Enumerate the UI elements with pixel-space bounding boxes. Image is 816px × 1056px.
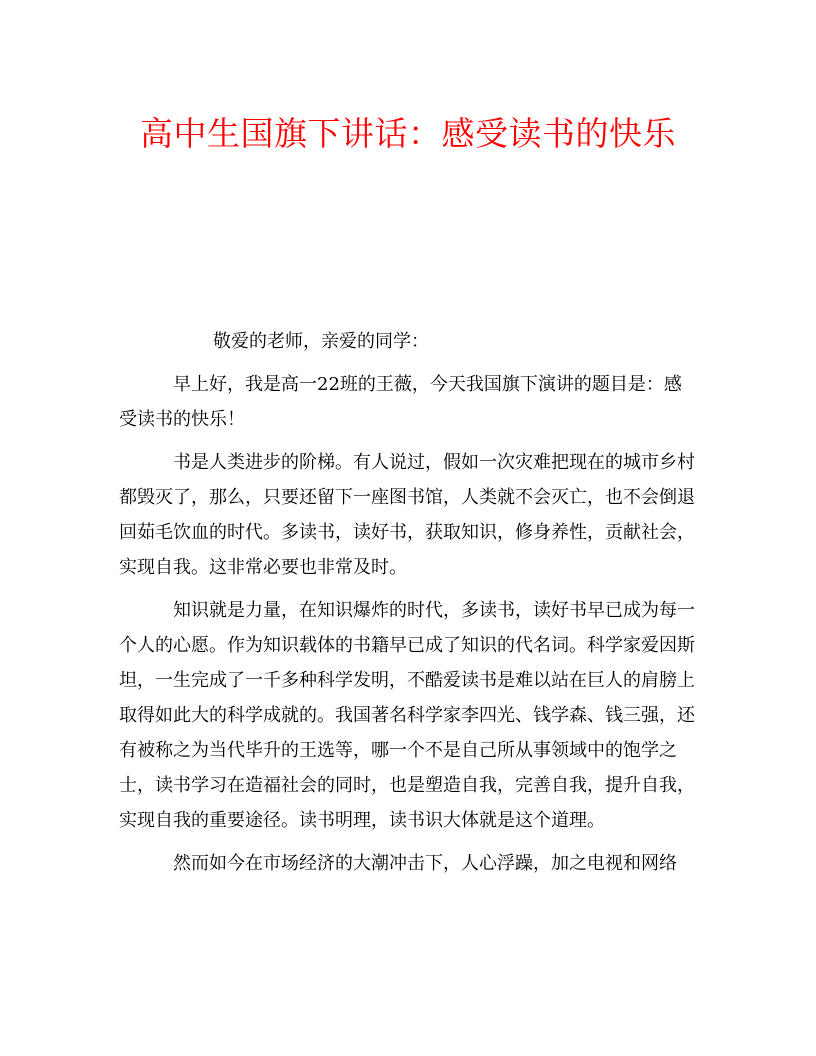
greeting-line: 敬爱的老师，亲爱的同学： [213, 331, 429, 352]
paragraph-4: 然而如今在市场经济的大潮冲击下，人心浮躁，加之电视和网络 [173, 853, 677, 874]
paragraph-3: 知识就是力量，在知识爆炸的时代，多读书，读好书早已成为每一个人的心愿。作为知识载体的书籍早已成了知识的代名词。科学家爱因斯坦，一生完成了一千多种科学发明，不酷爱读书是难以站在巨人的肩膀上取得如此大的科学成就的。我国著名科学家李四光、钱学森、钱三强，还有被称之为当代毕升的王选等，哪一个不是自己所从事领域中的饱学之士，读书学习在造福社会的同时，也是塑造自我，完善自我，提升自我，实现自我的重要途径。读书明理，读书识大体就是这个道理。 [119, 600, 695, 831]
document-title: 高中生国旗下讲话：感受读书的快乐 [140, 114, 676, 153]
document-body [119, 324, 697, 881]
paragraph-2: 书是人类进步的阶梯。有人说过，假如一次灾难把现在的城市乡村都毁灭了，那么，只要还留下一座图书馆，人类就不会灭亡，也不会倒退回茹毛饮血的时代。多读书，读好书，获取知识，修身养性，贡献社会，实现自我。这非常必要也非常及时。 [119, 452, 695, 578]
paragraph-1: 早上好，我是高一22班的王薇，今天我国旗下演讲的题目是：感受读书的快乐！ [119, 374, 682, 430]
